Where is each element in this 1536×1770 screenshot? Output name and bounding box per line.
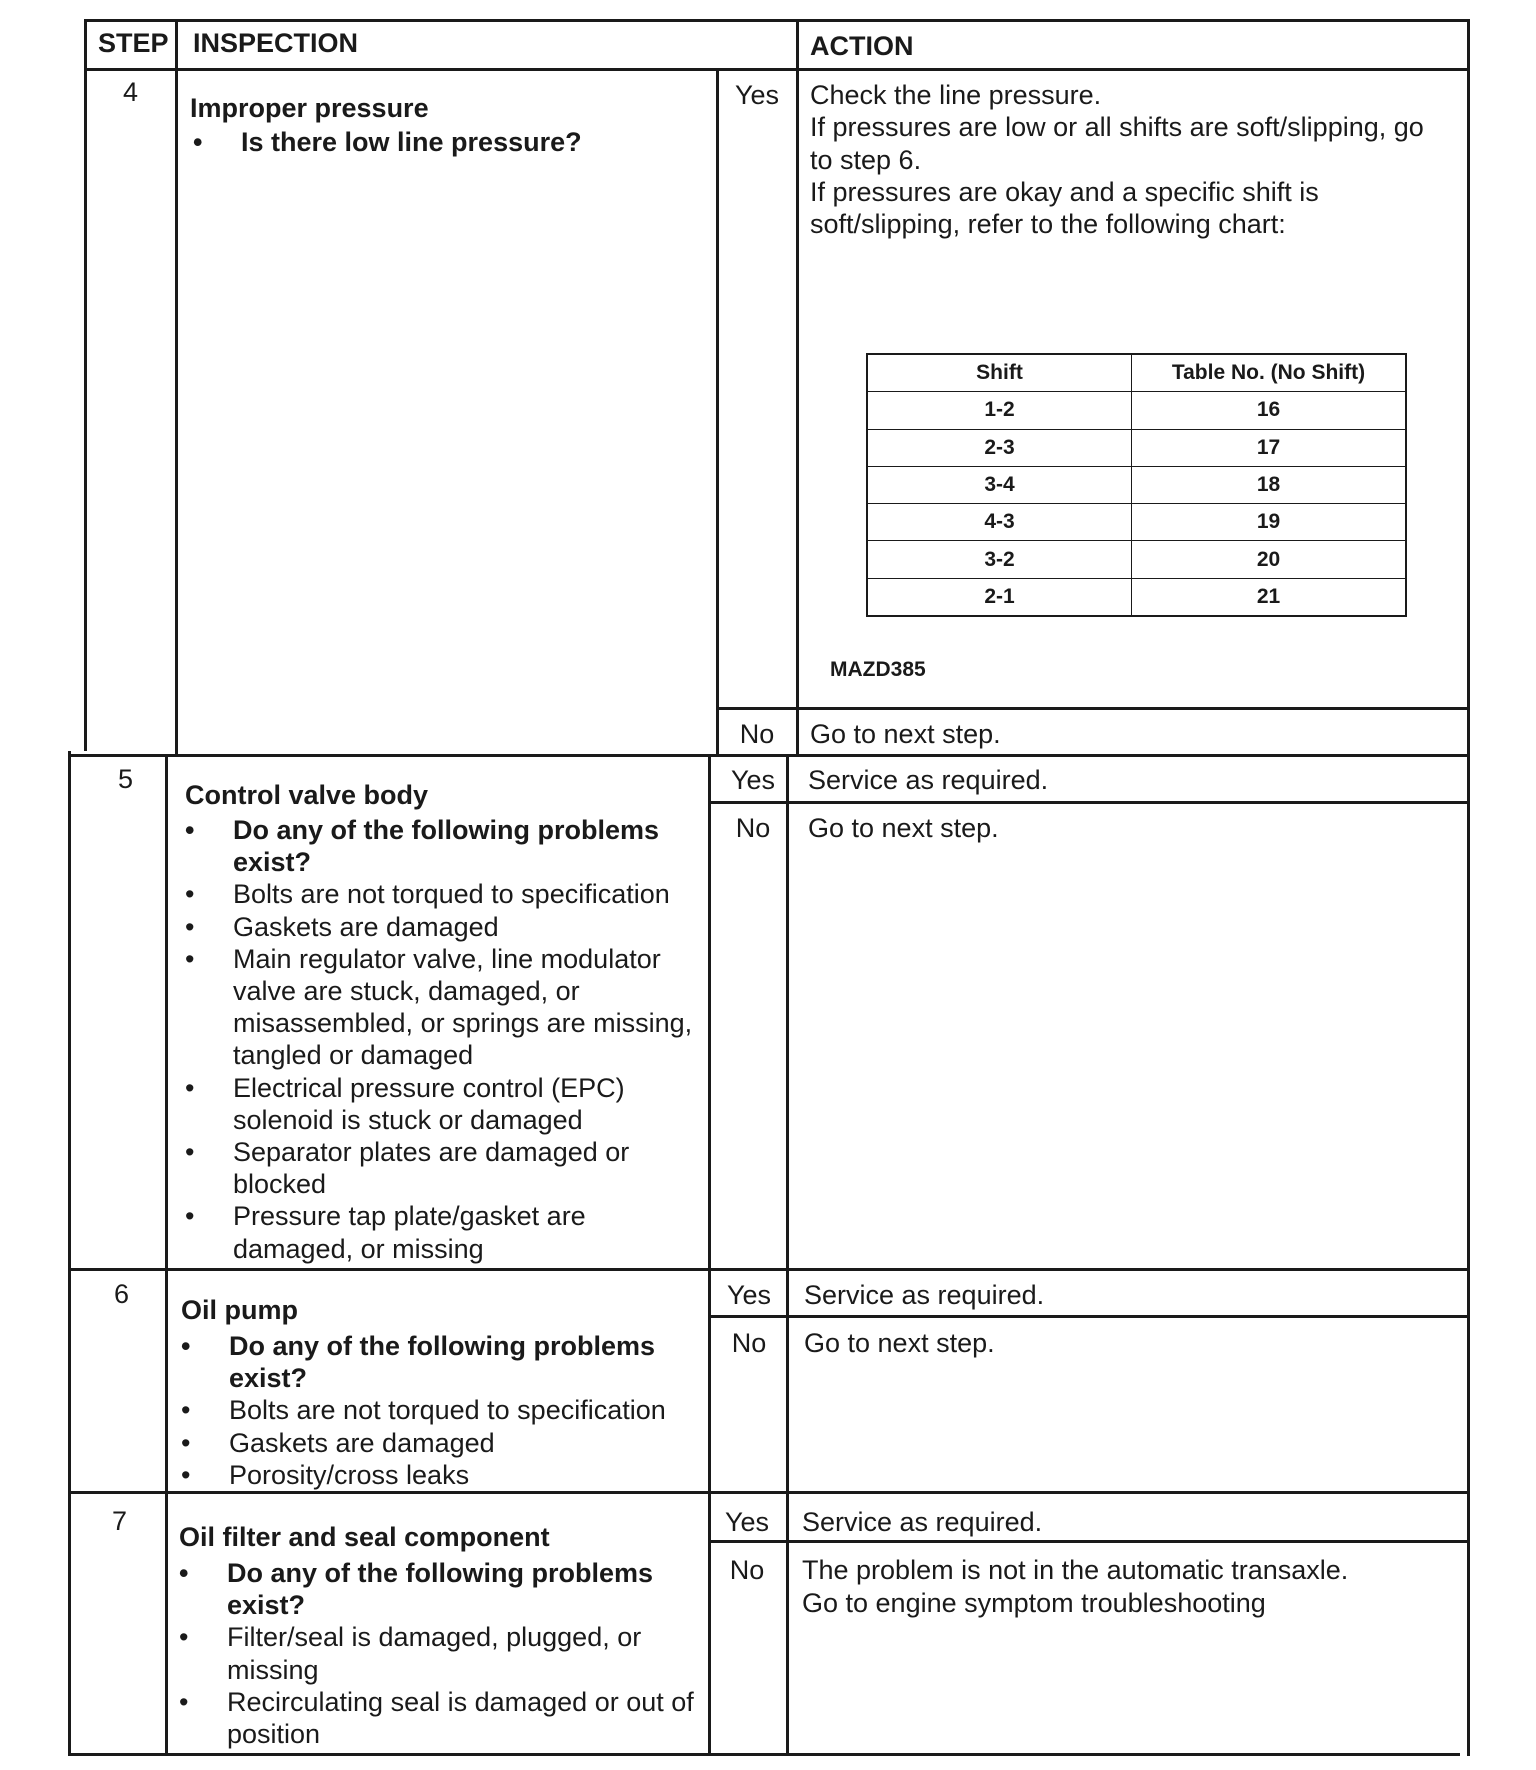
bullet-item: • Porosity/cross leaks	[181, 1459, 701, 1491]
yesno-column-divider	[716, 70, 719, 756]
header-bottom-line	[84, 68, 1470, 71]
step5-bottom-line	[68, 1268, 1470, 1271]
step-column-divider	[175, 19, 178, 756]
action-line: soft/slipping, refer to the following chart:	[810, 209, 1286, 239]
table-no-cell: 18	[1132, 466, 1407, 503]
yesno-column-divider-lower	[708, 756, 711, 1756]
shift-cell: 3-4	[867, 466, 1132, 503]
table-no-cell: 20	[1132, 541, 1407, 578]
yes-action: Service as required.	[808, 765, 1049, 795]
step-title: Control valve body	[185, 780, 429, 810]
step-bullets	[185, 814, 705, 1265]
step7-no-line	[708, 1540, 1470, 1543]
yes-label: Yes	[724, 1507, 770, 1537]
table-border-bottom	[68, 1753, 1460, 1756]
figure-caption: MAZD385	[830, 658, 926, 681]
table-no-cell: 19	[1132, 504, 1407, 541]
table-no-cell: 16	[1132, 392, 1407, 429]
bullet-item: • Bolts are not torqued to specification	[185, 878, 705, 910]
step4-no-line	[716, 707, 1470, 710]
table-row	[867, 541, 1406, 578]
no-action-line: The problem is not in the automatic transaxle.	[802, 1555, 1349, 1585]
step-bullets	[181, 1330, 701, 1491]
bullet-item: • Do any of the following problems exist?	[181, 1330, 701, 1394]
no-action: Go to next step.	[810, 719, 1001, 749]
step-title: Oil filter and seal component	[179, 1522, 550, 1552]
header-action: ACTION	[810, 31, 914, 61]
yes-action: Service as required.	[802, 1507, 1043, 1537]
no-label: No	[731, 1328, 767, 1358]
yes-label: Yes	[734, 80, 780, 110]
bullet-item: • Is there low line pressure?	[193, 126, 582, 158]
shift-header: Shift	[867, 354, 1132, 392]
step5-no-line	[708, 801, 1470, 804]
yes-label: Yes	[726, 1280, 772, 1310]
no-label: No	[735, 813, 771, 843]
step-bullets	[179, 1557, 704, 1750]
action-line: If pressures are low or all shifts are soft/slipping, go	[810, 112, 1424, 142]
no-action-line: Go to engine symptom troubleshooting	[802, 1588, 1266, 1618]
table-row	[867, 504, 1406, 541]
action-line: If pressures are okay and a specific shift is	[810, 177, 1319, 207]
bullet-item: • Main regulator valve, line modulator valve are stuck, damaged, or misassembled, or springs are missing, tangled or damaged	[185, 943, 705, 1072]
step-number: 6	[114, 1279, 130, 1309]
bullet-item: • Separator plates are damaged or blocked	[185, 1136, 705, 1200]
table-no-cell: 21	[1132, 578, 1407, 616]
no-label: No	[729, 1555, 765, 1585]
shift-cell: 3-2	[867, 541, 1132, 578]
no-action: Go to next step.	[808, 813, 999, 843]
shift-cell: 1-2	[867, 392, 1132, 429]
step6-no-line	[708, 1315, 1470, 1318]
header-inspection: INSPECTION	[193, 28, 359, 58]
table-row	[867, 466, 1406, 503]
step-number: 5	[118, 764, 134, 794]
table-border-right	[1467, 19, 1470, 1756]
table-row	[867, 578, 1406, 616]
table-border-left-lower	[68, 751, 71, 1755]
action-line: to step 6.	[810, 145, 922, 175]
table-border-top	[84, 19, 1470, 22]
shift-table-header	[867, 354, 1406, 392]
yes-label: Yes	[730, 765, 776, 795]
table-border-left	[84, 19, 87, 751]
header-step: STEP	[98, 28, 169, 58]
yes-action: Service as required.	[804, 1280, 1045, 1310]
shift-cell: 2-1	[867, 578, 1132, 616]
shift-cell: 4-3	[867, 504, 1132, 541]
bullet-item: • Gaskets are damaged	[181, 1427, 701, 1459]
table-row	[867, 429, 1406, 466]
step-number: 7	[112, 1506, 128, 1536]
shift-cell: 2-3	[867, 429, 1132, 466]
step-number: 4	[123, 77, 139, 107]
bullet-item: • Pressure tap plate/gasket are damaged, or missing	[185, 1200, 705, 1264]
step-title: Oil pump	[181, 1295, 298, 1325]
bullet-item: • Do any of the following problems exist?	[185, 814, 705, 878]
action-line: Check the line pressure.	[810, 80, 1102, 110]
bullet-item: • Gaskets are damaged	[185, 911, 705, 943]
table-no-header: Table No. (No Shift)	[1132, 354, 1407, 392]
action-column-divider	[796, 19, 799, 756]
shift-table	[866, 353, 1407, 617]
action-column-divider-lower	[786, 756, 789, 1756]
no-label: No	[739, 719, 775, 749]
bullet-item: • Do any of the following problems exist?	[179, 1557, 704, 1621]
table-no-cell: 17	[1132, 429, 1407, 466]
bullet-item: • Recirculating seal is damaged or out of position	[179, 1686, 704, 1750]
step-title: Improper pressure	[190, 93, 429, 123]
step-bullets	[193, 126, 582, 158]
no-action: Go to next step.	[804, 1328, 995, 1358]
step6-bottom-line	[68, 1491, 1470, 1494]
bullet-item: • Bolts are not torqued to specification	[181, 1394, 701, 1426]
bullet-item: • Filter/seal is damaged, plugged, or missing	[179, 1621, 704, 1685]
step-column-divider-lower	[165, 756, 168, 1756]
step4-bottom-line	[68, 754, 1470, 757]
table-row	[867, 392, 1406, 429]
bullet-item: • Electrical pressure control (EPC) solenoid is stuck or damaged	[185, 1072, 705, 1136]
